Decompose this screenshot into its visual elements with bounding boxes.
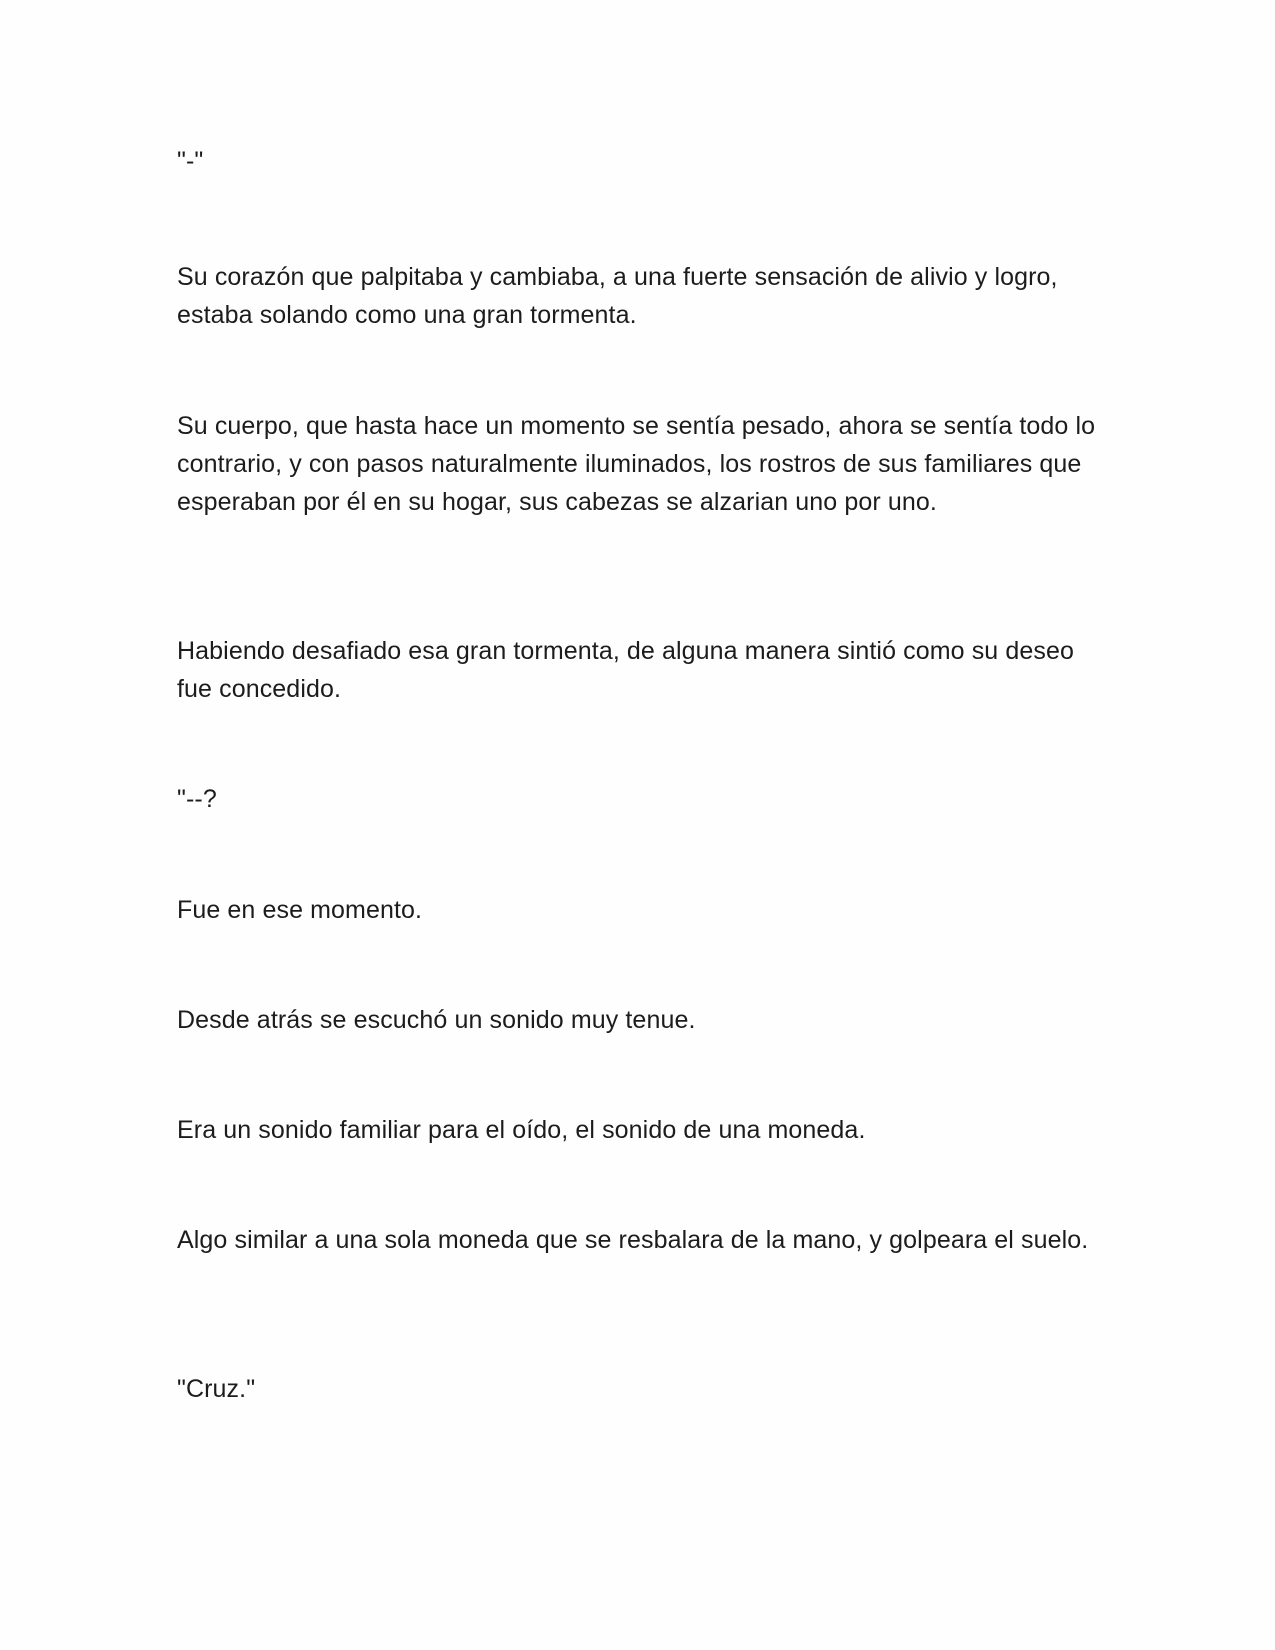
paragraph-2: Su corazón que palpitaba y cambiaba, a una fuerte sensación de alivio y logro, estaba solando como una gran tormenta. [177, 263, 1058, 329]
paragraph-8: Era un sonido familiar para el oído, el sonido de una moneda. [177, 1116, 866, 1144]
paragraph-6: Fue en ese momento. [177, 896, 423, 924]
paragraph-5: "--? [177, 785, 217, 813]
paragraph-3: Su cuerpo, que hasta hace un momento se sentía pesado, ahora se sentía todo lo contrario, y con pasos naturalmente iluminados, los rostros de sus familiares que esperaban por él en su hogar, sus cabezas se alzarian uno por uno. [177, 412, 1096, 516]
paragraph-7: Desde atrás se escuchó un sonido muy tenue. [177, 1006, 696, 1034]
paragraph-4: Habiendo desafiado esa gran tormenta, de alguna manera sintió como su deseo fue concedido. [177, 637, 1074, 703]
paragraph-10: "Cruz." [177, 1375, 256, 1403]
paragraph-9: Algo similar a una sola moneda que se resbalara de la mano, y golpeara el suelo. [177, 1226, 1089, 1254]
paragraph-1: "-" [177, 147, 204, 175]
